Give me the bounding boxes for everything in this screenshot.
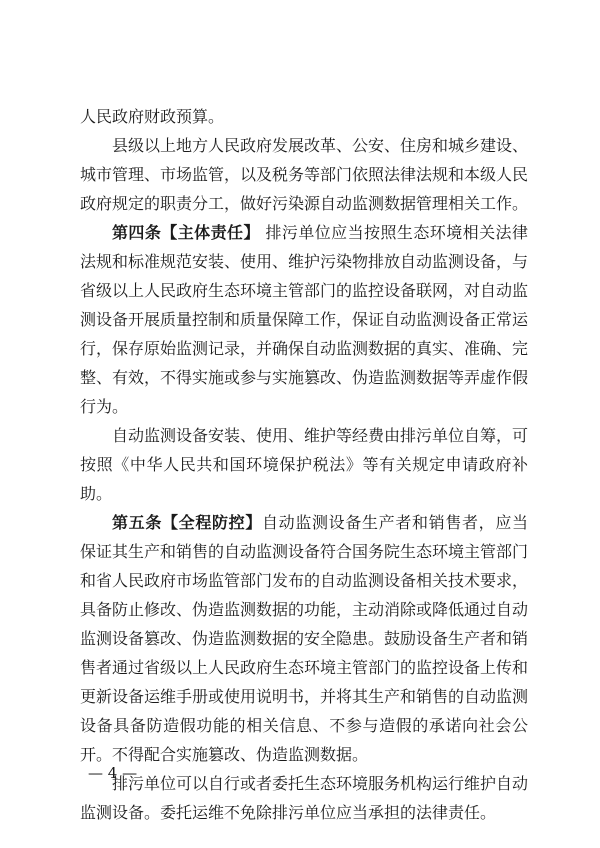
document-body <box>80 102 528 827</box>
paragraph-1-text: 人民政府财政预算。 <box>80 107 225 126</box>
article-4-heading: 第四条【主体责任】 <box>112 223 260 242</box>
paragraph-4-text: 自动监测设备安装、使用、维护等经费由排污单位自筹，可按照《中华人民共和国环境保护税法》等有关规定申请政府补助。 <box>80 426 529 503</box>
paragraph-6-text: 排污单位可以自行或者委托生态环境服务机构运行维护自动监测设备。委托运维不免除排污单位应当承担的法律责任。 <box>80 774 529 822</box>
article-5-heading: 第五条【全程防控】 <box>112 513 262 532</box>
paragraph-1 <box>80 102 528 131</box>
paragraph-5-article-5 <box>80 508 528 769</box>
paragraph-3-article-4 <box>80 218 528 421</box>
paragraph-2-text: 县级以上地方人民政府发展改革、公安、住房和城乡建设、城市管理、市场监管，以及税务等部门依照法律法规和本级人民政府规定的职责分工，做好污染源自动监测数据管理相关工作。 <box>80 136 529 213</box>
paragraph-2 <box>80 131 528 218</box>
paragraph-6 <box>80 769 528 827</box>
paragraph-4 <box>80 421 528 508</box>
page-number: — 4 — <box>88 764 138 782</box>
paragraph-3-text: 排污单位应当按照生态环境相关法律法规和标准规范安装、使用、维护污染物排放自动监测设备，与省级以上人民政府生态环境主管部门的监控设备联网，对自动监测设备开展质量控制和质量保障工作，保证自动监测设备正常运行，保存原始监测记录，并确保自动监测数据的真实、准确、完整、有效，不得实施或参与实施篡改、伪造监测数据等弄虚作假行为。 <box>80 223 529 416</box>
paragraph-5-text: 自动监测设备生产者和销售者，应当保证其生产和销售的自动监测设备符合国务院生态环境主管部门和省人民政府市场监管部门发布的自动监测设备相关技术要求，具备防止修改、伪造监测数据的功能，主动消除或降低通过自动监测设备篡改、伪造监测数据的安全隐患。鼓励设备生产者和销售者通过省级以上人民政府生态环境主管部门的监控设备上传和更新设备运维手册或使用说明书，并将其生产和销售的自动监测设备具备防造假功能的相关信息、不参与造假的承诺向社会公开。不得配合实施篡改、伪造监测数据。 <box>80 513 529 764</box>
